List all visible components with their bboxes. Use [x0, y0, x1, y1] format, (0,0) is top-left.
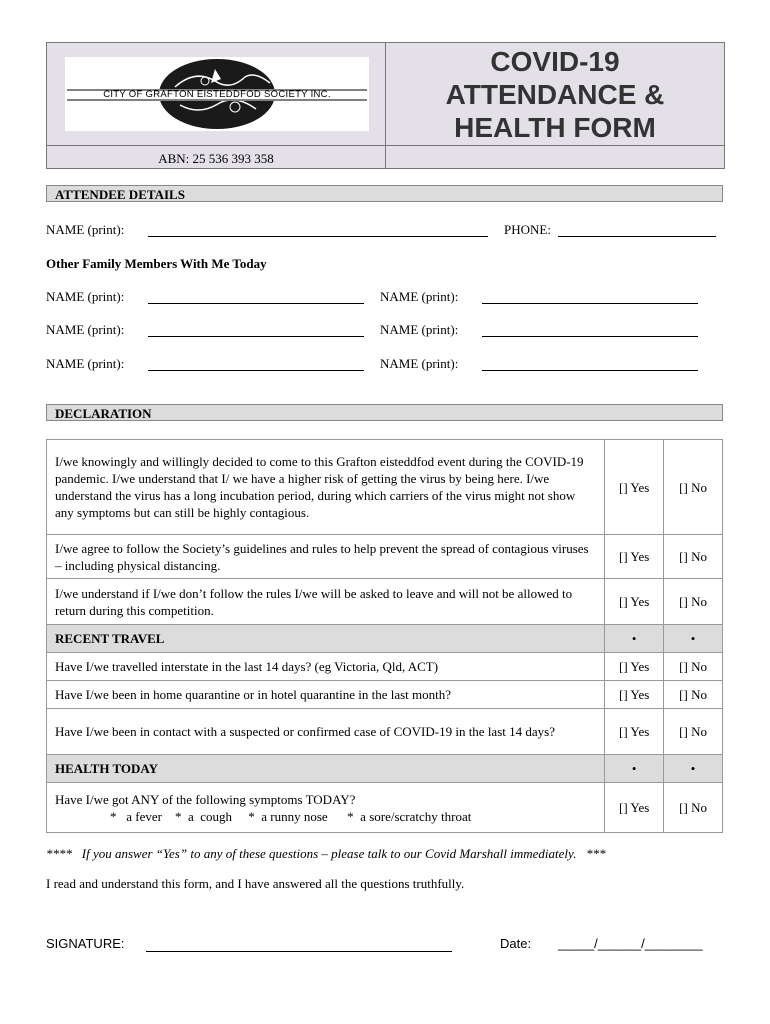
table-row — [47, 709, 723, 755]
family-name-field[interactable] — [482, 302, 698, 304]
health-heading-row — [47, 755, 723, 783]
travel-question: Have I/we been in contact with a suspected or confirmed case of COVID-19 in the last 14 days? — [47, 709, 605, 755]
yes-checkbox[interactable]: [] Yes — [605, 653, 664, 681]
declaration-table — [46, 439, 723, 833]
health-today-heading: HEALTH TODAY — [47, 755, 605, 783]
signature-field[interactable] — [146, 950, 452, 952]
table-row — [47, 579, 723, 625]
no-checkbox[interactable]: [] No — [664, 709, 723, 755]
family-name-field[interactable] — [148, 335, 364, 337]
yes-checkbox[interactable]: [] Yes — [605, 709, 664, 755]
phone-field[interactable] — [558, 235, 716, 237]
truthful-statement: I read and understand this form, and I have answered all the questions truthfully. — [46, 876, 465, 891]
yes-checkbox[interactable]: [] Yes — [605, 783, 664, 833]
attendee-details-heading: ATTENDEE DETAILS — [46, 185, 723, 202]
yes-checkbox[interactable]: [] Yes — [605, 681, 664, 709]
family-name-label: NAME (print): — [46, 289, 125, 304]
bullet: • — [605, 755, 664, 783]
abn-number: ABN: 25 536 393 358 — [158, 151, 274, 166]
no-checkbox[interactable]: [] No — [664, 579, 723, 625]
declaration-text: I/we understand if I/we don’t follow the rules I/we will be asked to leave and will not be allowed to return during this competition. — [47, 579, 605, 625]
title-line-3: HEALTH FORM — [454, 112, 656, 143]
family-name-label: NAME (print): — [46, 322, 125, 337]
table-row — [47, 653, 723, 681]
table-row — [47, 783, 723, 833]
declaration-text: I/we knowingly and willingly decided to come to this Grafton eisteddfod event during the COVID-19 pandemic. I/we understand that I/ we have a higher risk of getting the virus by being here. I/we understand the virus has a long incubation period, during which carriers of the virus might not show any symptoms but can still be highly contagious. — [47, 440, 605, 535]
family-name-label: NAME (print): — [380, 356, 459, 371]
society-logo — [65, 57, 369, 131]
family-name-field[interactable] — [148, 369, 364, 371]
no-checkbox[interactable]: [] No — [664, 681, 723, 709]
marshall-note: **** If you answer “Yes” to any of these questions – please talk to our Covid Marshall immediately. *** — [46, 846, 606, 861]
bullet: • — [664, 625, 723, 653]
yes-checkbox[interactable]: [] Yes — [605, 440, 664, 535]
form-title — [386, 43, 724, 147]
table-row — [47, 681, 723, 709]
health-question — [47, 783, 605, 833]
bullet: • — [664, 755, 723, 783]
travel-heading-row — [47, 625, 723, 653]
yes-checkbox[interactable]: [] Yes — [605, 579, 664, 625]
table-row — [47, 440, 723, 535]
family-members-heading: Other Family Members With Me Today — [46, 256, 267, 271]
form-header — [46, 42, 725, 169]
no-checkbox[interactable]: [] No — [664, 440, 723, 535]
logo-text: CITY OF GRAFTON EISTEDDFOD SOCIETY INC. — [103, 89, 331, 100]
title-line-1: COVID-19 — [490, 46, 620, 77]
health-symptoms: * a fever * a cough * a runny nose * a sore/scratchy throat — [110, 808, 472, 824]
yes-checkbox[interactable]: [] Yes — [605, 535, 664, 579]
date-label: Date: — [500, 936, 532, 951]
bullet: • — [605, 625, 664, 653]
family-name-field[interactable] — [482, 369, 698, 371]
family-name-field[interactable] — [482, 335, 698, 337]
name-field[interactable] — [148, 235, 488, 237]
table-row — [47, 535, 723, 579]
no-checkbox[interactable]: [] No — [664, 783, 723, 833]
phone-label: PHONE: — [504, 222, 551, 237]
family-name-label: NAME (print): — [46, 356, 125, 371]
family-name-field[interactable] — [148, 302, 364, 304]
date-field[interactable]: _____/______/________ — [558, 936, 703, 951]
title-line-2: ATTENDANCE & — [445, 79, 665, 110]
travel-question: Have I/we travelled interstate in the last 14 days? (eg Victoria, Qld, ACT) — [47, 653, 605, 681]
family-name-label: NAME (print): — [380, 289, 459, 304]
health-question-text: Have I/we got ANY of the following symptoms TODAY? — [55, 791, 356, 807]
recent-travel-heading: RECENT TRAVEL — [47, 625, 605, 653]
declaration-heading: DECLARATION — [46, 404, 723, 421]
no-checkbox[interactable]: [] No — [664, 653, 723, 681]
signature-label: SIGNATURE: — [46, 936, 125, 951]
no-checkbox[interactable]: [] No — [664, 535, 723, 579]
family-name-label: NAME (print): — [380, 322, 459, 337]
declaration-text: I/we agree to follow the Society’s guidelines and rules to help prevent the spread of contagious viruses – including physical distancing. — [47, 535, 605, 579]
name-label: NAME (print): — [46, 222, 125, 237]
travel-question: Have I/we been in home quarantine or in hotel quarantine in the last month? — [47, 681, 605, 709]
